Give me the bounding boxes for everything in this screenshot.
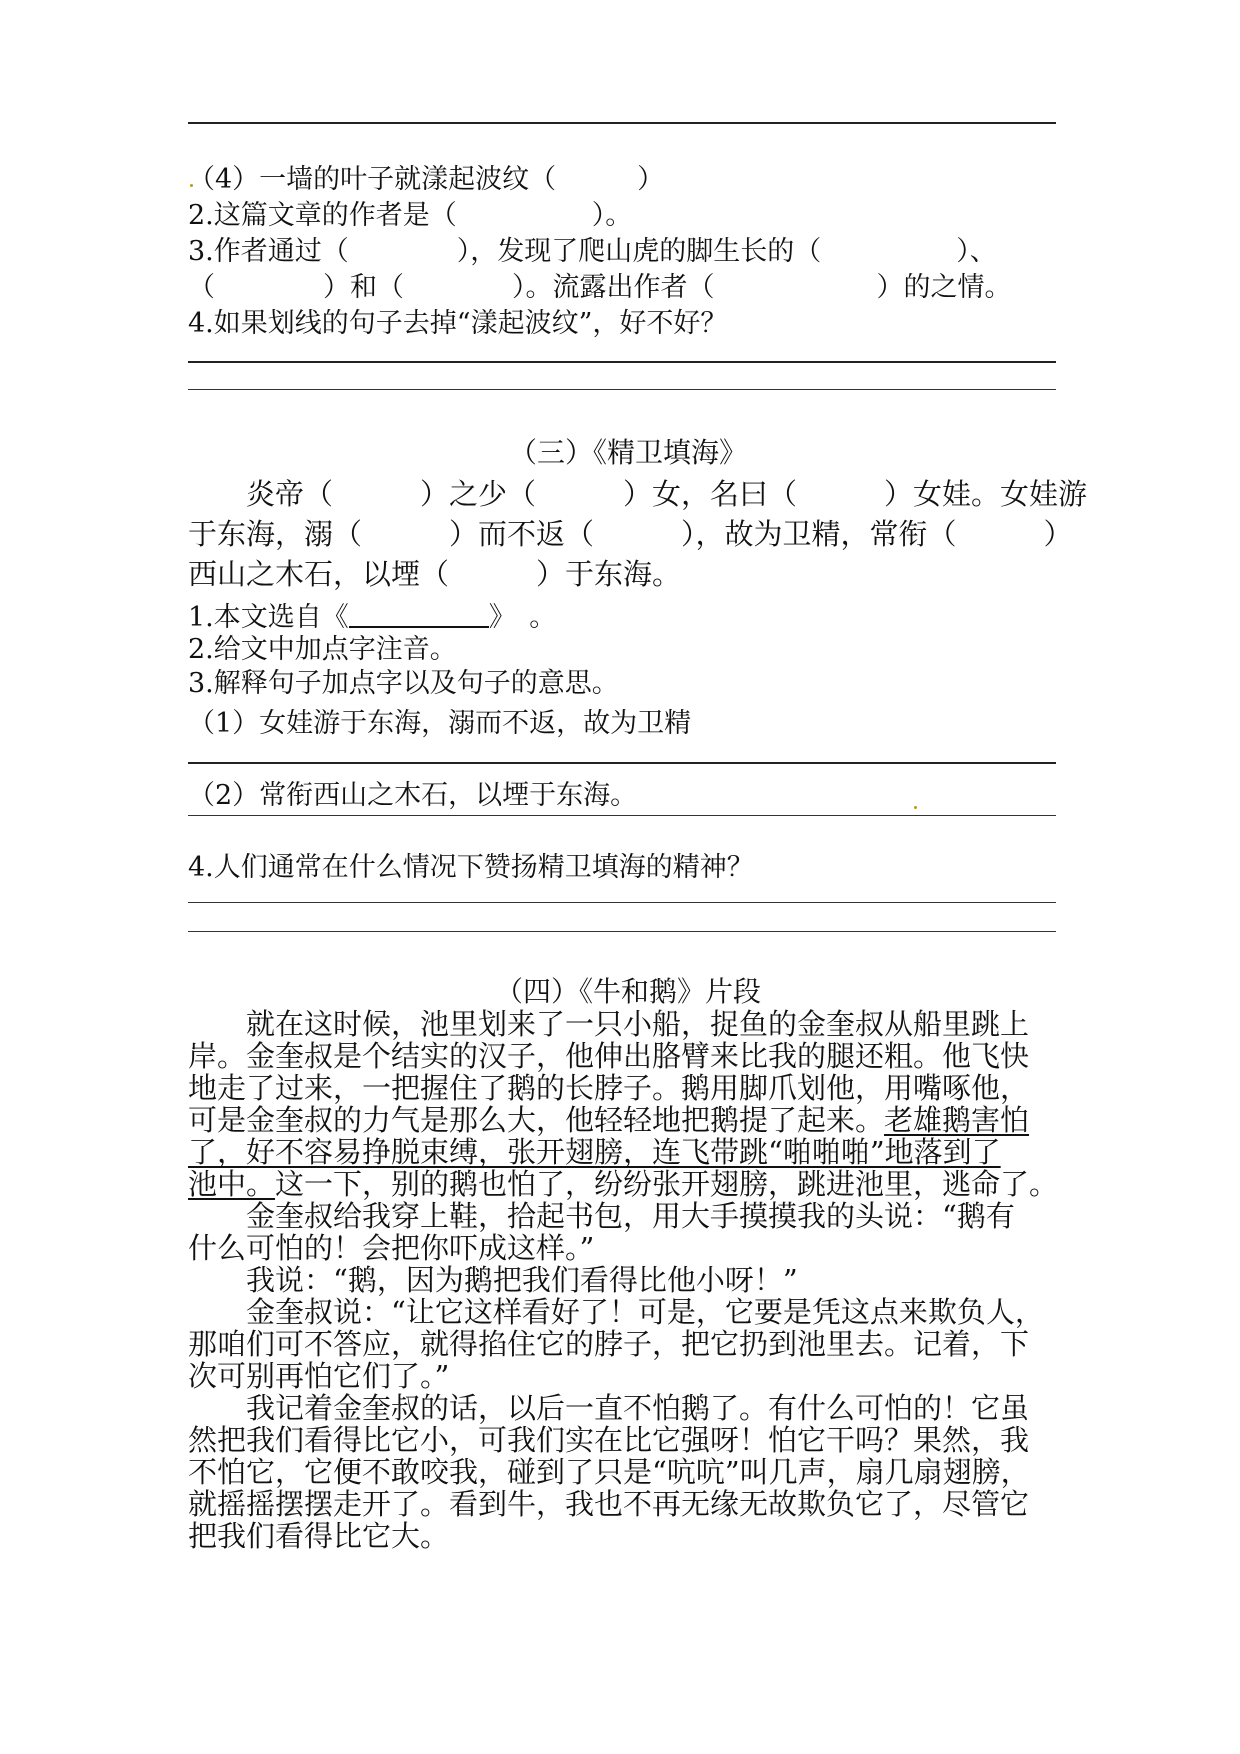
answer-line (188, 931, 1056, 932)
passage-line: 金奎叔给我穿上鞋，拾起书包，用大手摸摸我的头说：“鹅有 (188, 1199, 1015, 1233)
passage-line: 地走了过来，一把握住了鹅的长脖子。鹅用脚爪划他，用嘴啄他， (188, 1071, 1030, 1105)
passage-line: 我记着金奎叔的话，以后一直不怕鹅了。有什么可怕的！它虽 (188, 1391, 1030, 1425)
passage-text: 可是金奎叔的力气是那么大，他轻轻地把鹅提了起来。 (188, 1103, 885, 1137)
passage-line (188, 1136, 1068, 1168)
question-2: 2.这篇文章的作者是（ ）。 (188, 200, 633, 231)
passage-line: 那咱们可不答应，就得掐住它的脖子，把它扔到池里去。记着，下 (188, 1327, 1030, 1361)
question-3-line-2: （ ）和（ ）。流露出作者（ ）的之情。 (188, 272, 1012, 303)
question-4: 4.人们通常在什么情况下赞扬精卫填海的精神？ (188, 852, 754, 883)
question-3-2: （2）常衔西山之木石，以堙于东海。 (188, 780, 638, 811)
passage-line: 次可别再怕它们了。” (188, 1359, 450, 1393)
passage-line: 金奎叔说：“让它这样看好了！可是，它要是凭这点来欺负人， (188, 1295, 1044, 1329)
question-2: 2.给文中加点字注音。 (188, 634, 457, 665)
question-1-suffix: 》 。 (488, 602, 557, 633)
answer-line (188, 815, 1056, 816)
passage-line: 什么可怕的！会把你吓成这样。” (188, 1231, 595, 1265)
underlined-sentence: 池中。 (188, 1167, 276, 1201)
passage-line: 于东海，溺（ ）而不返（ ），故为卫精，常衔（ ） (188, 517, 1073, 551)
question-3-1: （1）女娃游于东海，溺而不返，故为卫精 (188, 708, 692, 739)
section-title: （三）《精卫填海》 (508, 436, 747, 469)
passage-niu-he-e (188, 1008, 1068, 1552)
question-3: 3.解释句子加点字以及句子的意思。 (188, 668, 619, 699)
question-4: 4.如果划线的句子去掉“漾起波纹”，好不好？ (188, 308, 728, 339)
question-1-prefix: 1.本文选自《 (188, 602, 349, 633)
stray-dot (914, 806, 917, 809)
answer-line (188, 122, 1056, 124)
passage-line: 就摇摇摆摆走开了。看到牛，我也不再无缘无故欺负它了，尽管它 (188, 1487, 1030, 1521)
passage-line: 西山之木石，以堙（ ）于东海。 (188, 557, 682, 591)
passage-line: 我说：“鹅，因为鹅把我们看得比他小呀！” (188, 1263, 798, 1297)
passage-line: 然把我们看得比它小，可我们实在比它强呀！怕它干吗？果然，我 (188, 1423, 1030, 1457)
question-1-4: （4）一墙的叶子就漾起波纹（ ） (188, 164, 665, 195)
passage-line (188, 1168, 1068, 1200)
answer-line (188, 361, 1056, 363)
underlined-sentence: 老雄鹅害怕 (884, 1103, 1030, 1137)
question-1 (188, 600, 556, 634)
answer-line (188, 902, 1056, 903)
passage-jingwei (188, 476, 1088, 592)
passage-line: 岸。金奎叔是个结实的汉子，他伸出胳臂来比我的腿还粗。他飞快 (188, 1039, 1030, 1073)
passage-line: 把我们看得比它大。 (188, 1519, 450, 1553)
underlined-sentence: 了，好不容易挣脱束缚，张开翅膀，连飞带跳“啪啪啪”地落到了 (188, 1135, 1001, 1169)
passage-line (188, 1104, 1068, 1136)
passage-line: 就在这时候，池里划来了一只小船，捉鱼的金奎叔从船里跳上 (188, 1007, 1030, 1041)
passage-line: 不怕它，它便不敢咬我，碰到了只是“吭吭”叫几声，扇几扇翅膀， (188, 1455, 1030, 1489)
passage-line: 炎帝（ ）之少（ ）女，名曰（ ）女娃。女娃游 (188, 477, 1088, 511)
question-3-line-1: 3.作者通过（ ），发现了爬山虎的脚生长的（ ）、 (188, 236, 997, 267)
answer-line (188, 389, 1056, 390)
fill-blank[interactable] (349, 600, 489, 628)
answer-line (188, 762, 1056, 764)
passage-text: 这一下，别的鹅也怕了，纷纷张开翅膀，跳进池里，逃命了。 (275, 1167, 1059, 1201)
section-title: （四）《牛和鹅》片段 (494, 975, 761, 1008)
